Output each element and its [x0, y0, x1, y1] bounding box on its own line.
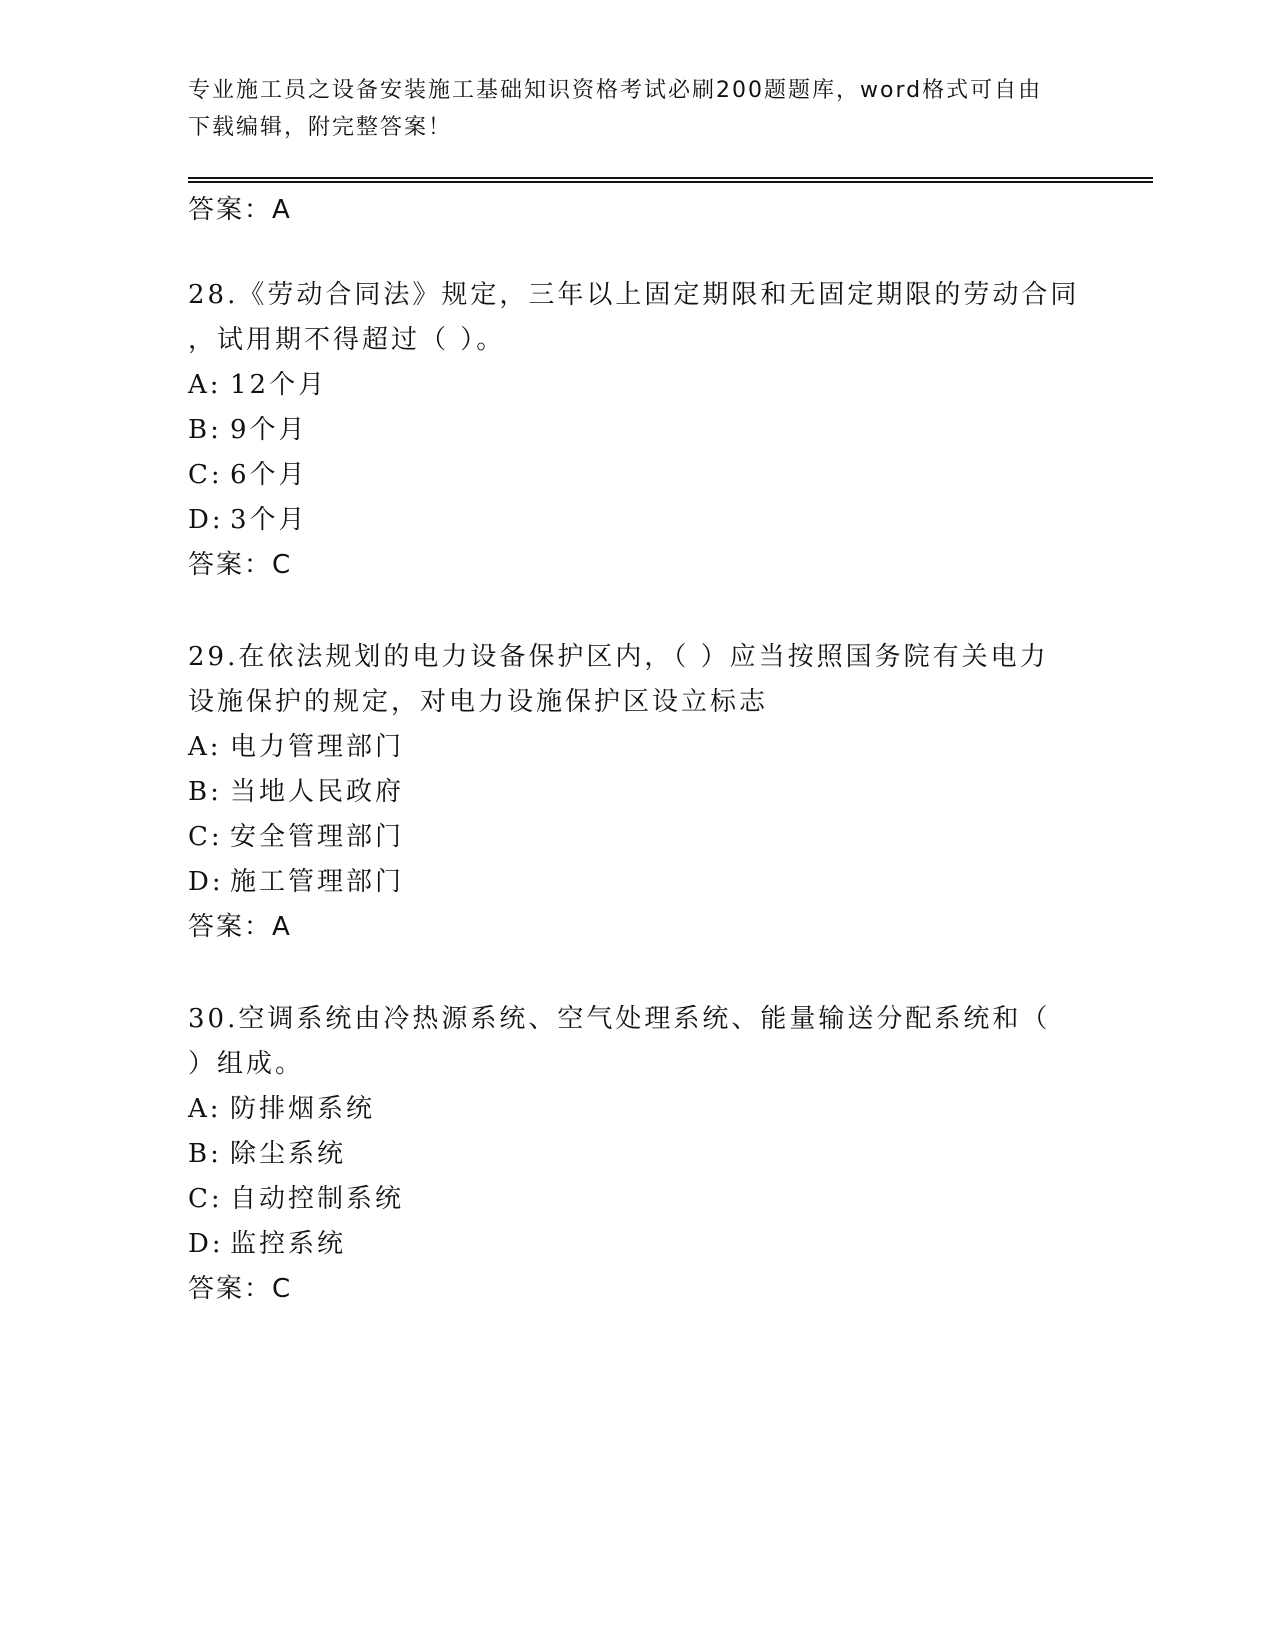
option-text: 12个月: [230, 370, 328, 400]
option-letter: C:: [188, 460, 223, 490]
option-c: [188, 1177, 1068, 1222]
option-d: [188, 1222, 1068, 1267]
answer-27: 答案：A: [188, 195, 292, 225]
option-letter: B:: [188, 1139, 222, 1169]
question-28: [188, 273, 1080, 588]
option-b: [188, 770, 1068, 815]
option-text: 监控系统: [230, 1229, 347, 1259]
option-text: 电力管理部门: [230, 732, 405, 762]
option-d: [188, 860, 1068, 905]
question-text-line-2: ，试用期不得超过（ ）。: [188, 325, 506, 355]
option-letter: B:: [188, 415, 222, 445]
option-text: 自动控制系统: [230, 1184, 405, 1214]
option-text: 6个月: [230, 460, 308, 490]
option-letter: A:: [188, 370, 222, 400]
question-text-line-1: 28.《劳动合同法》规定，三年以上固定期限和无固定期限的劳动合同: [188, 280, 1080, 310]
option-text: 施工管理部门: [230, 867, 405, 897]
option-text: 防排烟系统: [230, 1094, 376, 1124]
answer: 答案：A: [188, 912, 292, 942]
question-29: [188, 635, 1068, 950]
option-text: 9个月: [230, 415, 308, 445]
option-a: [188, 1087, 1068, 1132]
question-30: [188, 997, 1068, 1312]
option-letter: D:: [188, 867, 224, 897]
answer: 答案：C: [188, 1274, 293, 1304]
option-letter: C:: [188, 1184, 223, 1214]
option-letter: C:: [188, 822, 223, 852]
option-text: 当地人民政府: [230, 777, 405, 807]
option-c: [188, 815, 1068, 860]
header-line-2: 下载编辑，附完整答案！: [188, 115, 453, 140]
option-letter: A:: [188, 1094, 222, 1124]
option-b: [188, 1132, 1068, 1177]
option-letter: D:: [188, 505, 224, 535]
option-c: [188, 453, 1068, 498]
question-text-line-1: 30.空调系统由冷热源系统、空气处理系统、能量输送分配系统和（: [188, 1004, 1051, 1034]
option-text: 安全管理部门: [230, 822, 405, 852]
document-header: [188, 72, 1068, 146]
option-d: [188, 498, 1068, 543]
question-text-line-2: ）组成。: [188, 1049, 305, 1079]
question-text-line-1: 29.在依法规划的电力设备保护区内，（ ）应当按照国务院有关电力: [188, 642, 1049, 672]
option-letter: A:: [188, 732, 222, 762]
header-divider: [188, 177, 1153, 183]
header-line-1: 专业施工员之设备安装施工基础知识资格考试必刷200题题库，word格式可自由: [188, 78, 1043, 103]
option-letter: D:: [188, 1229, 224, 1259]
option-b: [188, 408, 1068, 453]
option-a: [188, 725, 1068, 770]
question-text-line-2: 设施保护的规定，对电力设施保护区设立标志: [188, 687, 769, 717]
option-letter: B:: [188, 777, 222, 807]
option-a: [188, 363, 1068, 408]
answer: 答案：C: [188, 550, 293, 580]
option-text: 除尘系统: [230, 1139, 347, 1169]
option-text: 3个月: [230, 505, 308, 535]
